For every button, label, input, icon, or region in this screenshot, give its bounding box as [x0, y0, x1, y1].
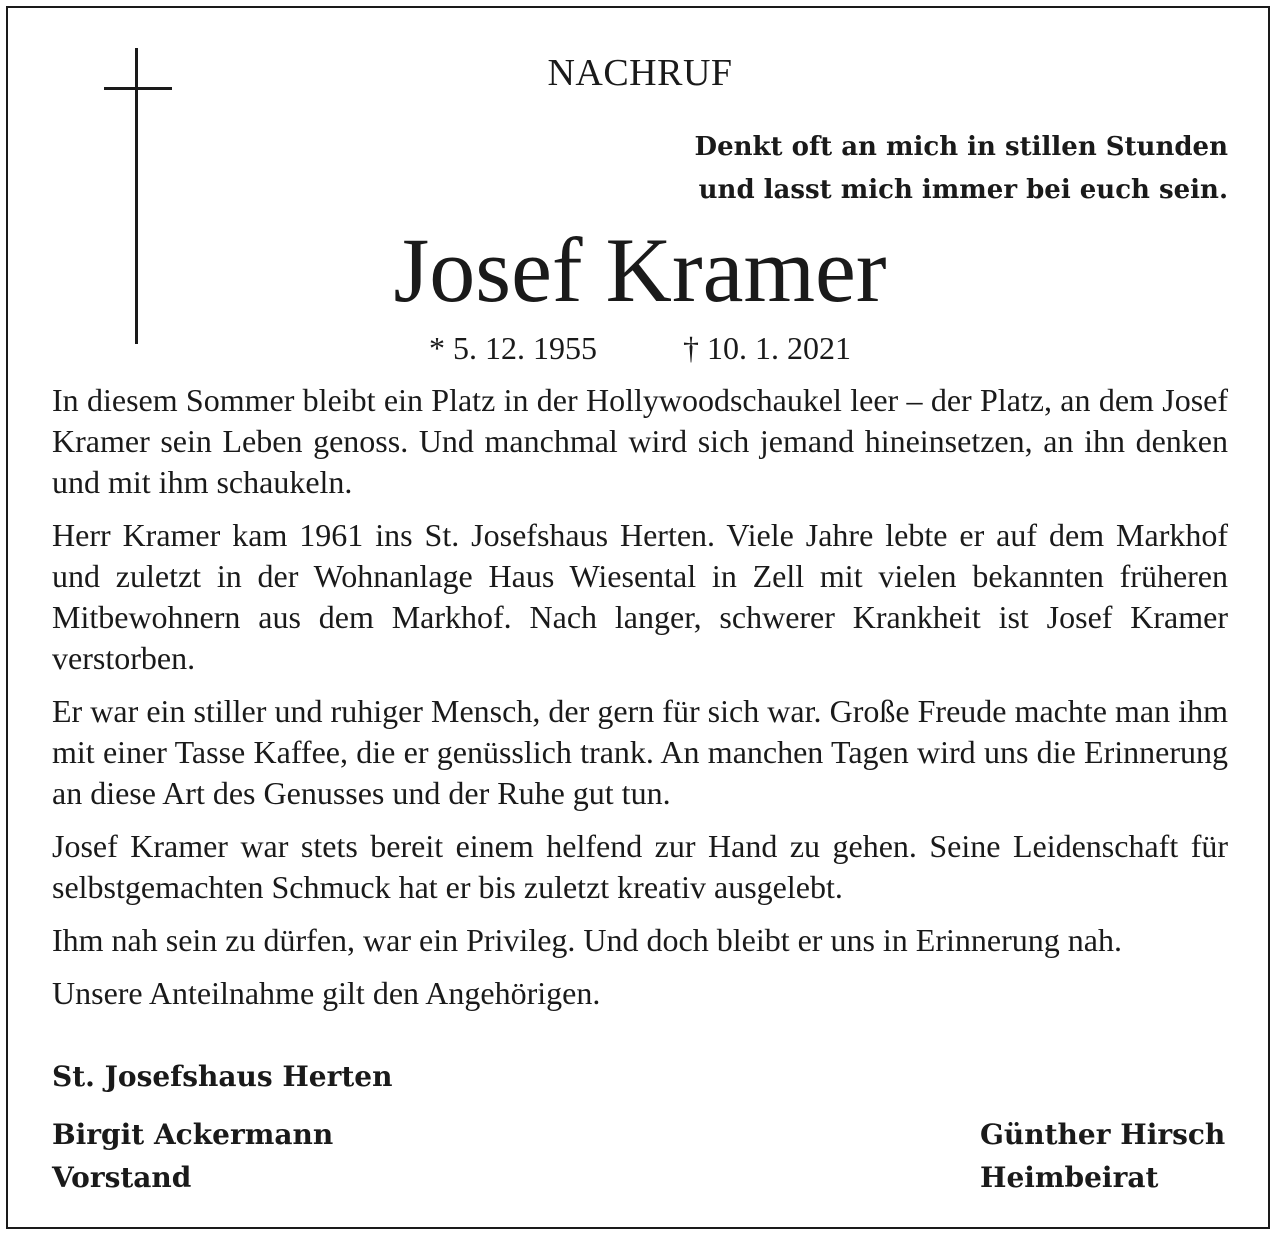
deceased-name: Josef Kramer	[393, 219, 887, 321]
motto-quote	[608, 126, 1228, 212]
signatory-role: Heimbeirat	[980, 1161, 1159, 1194]
organization-name: St. Josefshaus Herten	[52, 1060, 393, 1093]
paragraph: Herr Kramer kam 1961 ins St. Josefshaus Herten. Viele Jahre lebte er auf dem Markhof und zuletzt in der Wohnanlage Haus Wiesental in Zell mit vielen bekannten früheren Mitbewohnern aus dem Markhof. Nach langer, schwerer Krankheit ist Josef Kramer verstorben.	[52, 517, 1228, 676]
obituary-text	[52, 380, 1228, 1026]
paragraph: In diesem Sommer bleibt ein Platz in der Hollywoodschaukel leer – der Platz, an dem Josef Kramer sein Leben genoss. Und manchmal wird sich jemand hineinsetzen, an ihn denken und mit ihm schaukeln.	[52, 382, 1228, 500]
birth-date: * 5. 12. 1955	[429, 330, 597, 366]
death-date: † 10. 1. 2021	[683, 330, 851, 366]
motto-line-2: und lasst mich immer bei euch sein.	[698, 175, 1228, 205]
paragraph: Josef Kramer war stets bereit einem helfend zur Hand zu gehen. Seine Leidenschaft für selbstgemachten Schmuck hat er bis zuletzt kreativ ausgelebt.	[52, 828, 1228, 905]
signatory-left	[52, 1113, 333, 1199]
paragraph: Unsere Anteilnahme gilt den Angehörigen.	[52, 975, 601, 1011]
motto-line-1: Denkt oft an mich in stillen Stunden	[694, 132, 1228, 162]
paragraph: Ihm nah sein zu dürfen, war ein Privileg. Und doch bleibt er uns in Erinnerung nah.	[52, 922, 1122, 958]
paragraph: Er war ein stiller und ruhiger Mensch, der gern für sich war. Große Freude machte man ihm mit einer Tasse Kaffee, die er genüsslich trank. An manchen Tagen wird uns die Erinnerung an diese Art des Genusses und der Ruhe gut tun.	[52, 693, 1228, 811]
signatory-name: Birgit Ackermann	[52, 1118, 334, 1151]
signatory-right	[980, 1113, 1225, 1199]
signatory-name: Günther Hirsch	[980, 1118, 1226, 1151]
notice-heading: NACHRUF	[547, 52, 733, 94]
life-dates	[0, 328, 1280, 368]
signatory-role: Vorstand	[52, 1161, 192, 1194]
